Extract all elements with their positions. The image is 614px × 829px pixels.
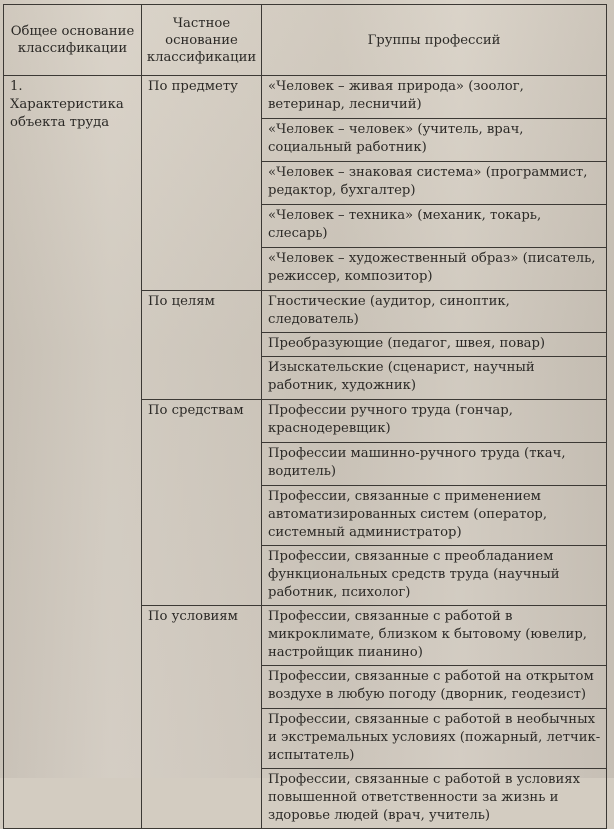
profession-group-cell: Профессии, связанные с работой на открытом воздухе в любую погоду (дворник, геодезист) bbox=[262, 666, 607, 709]
profession-group-cell: Профессии машинно-ручного труда (ткач, водитель) bbox=[262, 443, 607, 486]
header-profession-groups: Группы профессий bbox=[262, 5, 607, 76]
profession-classification-table bbox=[3, 4, 607, 829]
general-basis-cell: 1. Характеристика объекта труда bbox=[4, 76, 142, 829]
profession-group-cell: «Человек – живая природа» (зоолог, ветеринар, лесничий) bbox=[262, 76, 607, 119]
table-row bbox=[4, 76, 607, 119]
profession-group-cell: Изыскательские (сценарист, научный работник, художник) bbox=[262, 357, 607, 400]
profession-group-cell: «Человек – художественный образ» (писатель, режиссер, композитор) bbox=[262, 248, 607, 291]
profession-group-cell: Профессии, связанные с работой в необычных и экстремальных условиях (пожарный, летчик-испытатель) bbox=[262, 709, 607, 769]
profession-group-cell: «Человек – техника» (механик, токарь, слесарь) bbox=[262, 205, 607, 248]
header-particular-basis: Частное основание классификации bbox=[142, 5, 262, 76]
subject-basis-cell: По предмету bbox=[142, 76, 262, 291]
profession-group-cell: Профессии ручного труда (гончар, краснодеревщик) bbox=[262, 400, 607, 443]
means-basis-cell: По средствам bbox=[142, 400, 262, 606]
profession-group-cell: Профессии, связанные с применением автоматизированных систем (оператор, системный администратор) bbox=[262, 486, 607, 546]
profession-group-cell: Профессии, связанные с преобладанием функциональных средств труда (научный работник, психолог) bbox=[262, 546, 607, 606]
header-general-basis: Общее основание классификации bbox=[4, 5, 142, 76]
profession-group-cell: «Человек – знаковая система» (программист, редактор, бухгалтер) bbox=[262, 162, 607, 205]
profession-group-cell: «Человек – человек» (учитель, врач, социальный работник) bbox=[262, 119, 607, 162]
conditions-basis-cell: По условиям bbox=[142, 606, 262, 829]
profession-group-cell: Профессии, связанные с работой в микроклимате, близком к бытовому (ювелир, настройщик пианино) bbox=[262, 606, 607, 666]
profession-group-cell: Профессии, связанные с работой в условиях повышенной ответственности за жизнь и здоровье людей (врач, учитель) bbox=[262, 769, 607, 829]
goals-basis-cell: По целям bbox=[142, 291, 262, 400]
table-header-row bbox=[4, 5, 607, 76]
profession-group-cell: Гностические (аудитор, синоптик, следователь) bbox=[262, 291, 607, 333]
profession-group-cell: Преобразующие (педагог, швея, повар) bbox=[262, 333, 607, 357]
